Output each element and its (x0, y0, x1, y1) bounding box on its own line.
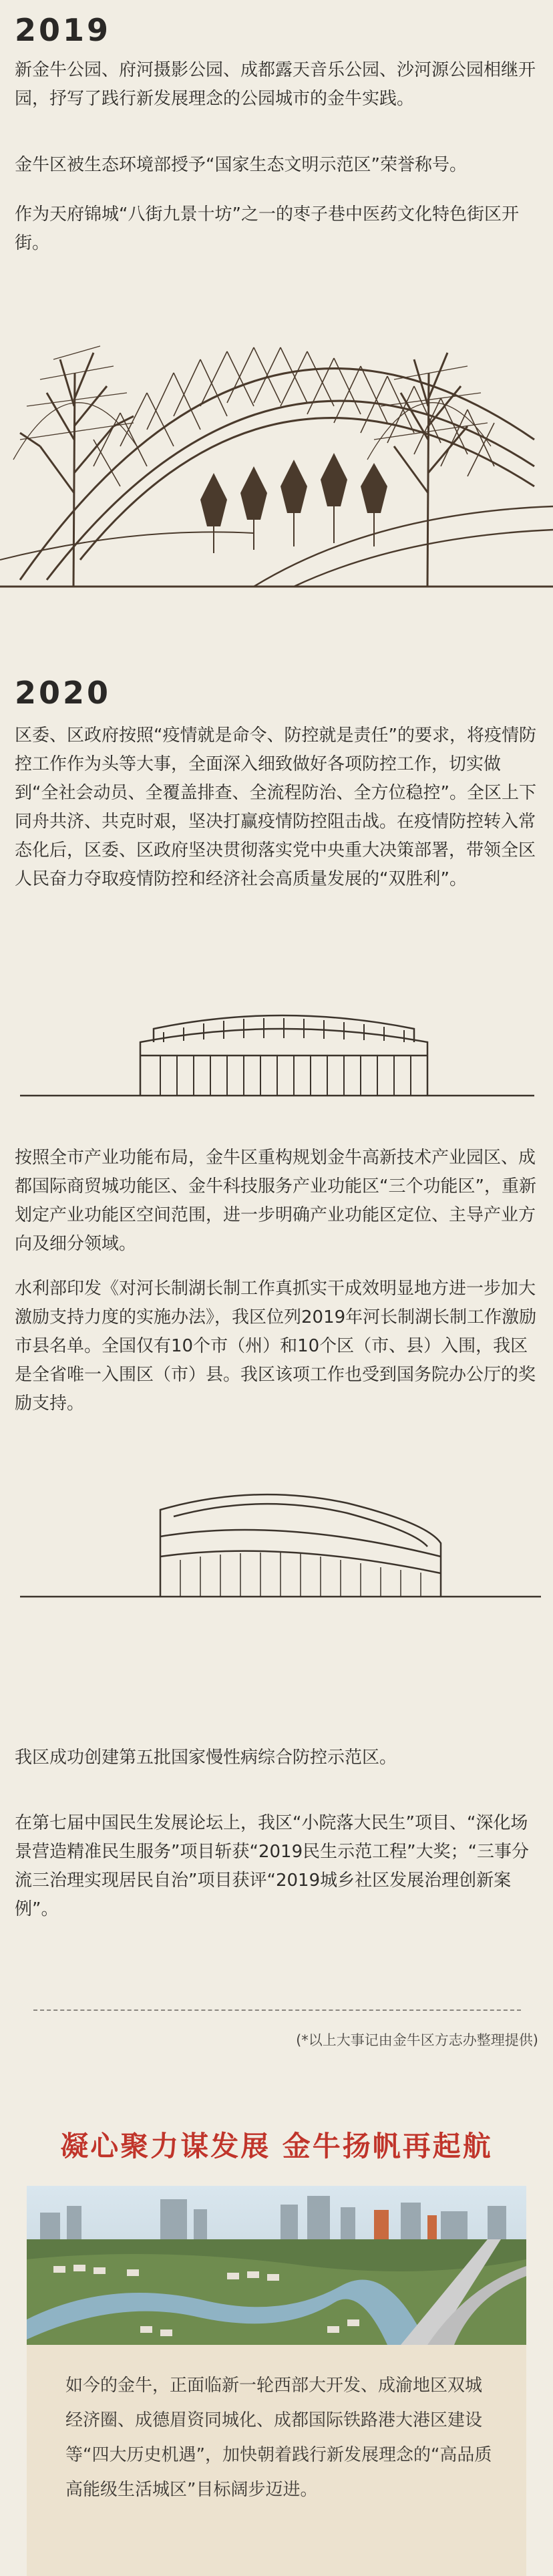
aerial-city-photo (27, 2186, 526, 2345)
dashed-divider (33, 2009, 521, 2011)
paragraph-2020-industry-zones: 按照全市产业功能布局，金牛区重构规划金牛高新技术产业园区、成都国际商贸城功能区、金牛科技服务产业功能区“三个功能区”，重新划定产业功能区空间范围，进一步明确产业功能区定位、主导产业方向及细分领域。 (15, 1148, 536, 1254)
paragraph-2019-parks: 新金牛公园、府河摄影公园、成都露天音乐公园、沙河源公园相继开园，抒写了践行新发展理念的公园城市的金牛实践。 (15, 60, 536, 109)
paragraph-2019-street-opening: 作为天府锦城“八街九景十坊”之一的枣子巷中医药文化特色街区开街。 (15, 204, 519, 253)
arched-building-illustration (0, 1002, 553, 1116)
paragraph-2020-epidemic: 区委、区政府按照“疫情就是命令、防控就是责任”的要求，将疫情防控工作作为头等大事，全面深入细致做好各项防控工作，切实做到“全社会动员、全覆盖排查、全流程防治、全方位稳控”。全区上下同舟共济、共克时艰，坚决打赢疫情防控阻击战。在疫情防控转入常态化后，区委、区政府坚决贯彻落实党中央重大决策部署，带领全区人民奋力夺取疫情防控和经济社会高质量发展的“双胜利”。 (15, 726, 536, 889)
stadium-building-illustration (0, 1470, 553, 1610)
paragraph-2020-river-chief: 水利部印发《对河长制湖长制工作真抓实干成效明显地方进一步加大激励支持力度的实施办法》，我区位列2019年河长制湖长制工作激励市县名单。全国仅有10个市（州）和10个区（市、县）入围，我区是全省唯一入围区（市）县。我区该项工作也受到国务院办公厅的奖励支持。 (15, 1279, 537, 1414)
banner-title: 凝心聚力谋发展 金牛扬帆再起航 (60, 2130, 493, 2162)
bridge-park-illustration (0, 273, 553, 600)
paragraph-2020-chronic-disease: 我区成功创建第五批国家慢性病综合防控示范区。 (15, 1748, 397, 1768)
closing-paragraph: 如今的金牛，正面临新一轮西部大开发、成渝地区双城经济圈、成德眉资同城化、成都国际铁路港大港区建设等“四大历史机遇”，加快朝着践行新发展理念的“高品质高能级生活城区”目标阔步迈进。 (65, 2376, 492, 2500)
paragraph-2020-livelihood-awards: 在第七届中国民生发展论坛上，我区“小院落大民生”项目、“深化场景营造精准民生服务”项目斩获“2019民生示范工程”大奖；“三事分流三治理实现居民自治”项目获评“2019城乡社区发展治理创新案例”。 (15, 1813, 530, 1919)
year-heading-2019: 2019 (15, 12, 112, 48)
source-note: (*以上大事记由金牛区方志办整理提供) (296, 2032, 538, 2048)
year-heading-2020: 2020 (15, 675, 112, 711)
paragraph-2019-eco-award: 金牛区被生态环境部授予“国家生态文明示范区”荣誉称号。 (15, 155, 467, 175)
